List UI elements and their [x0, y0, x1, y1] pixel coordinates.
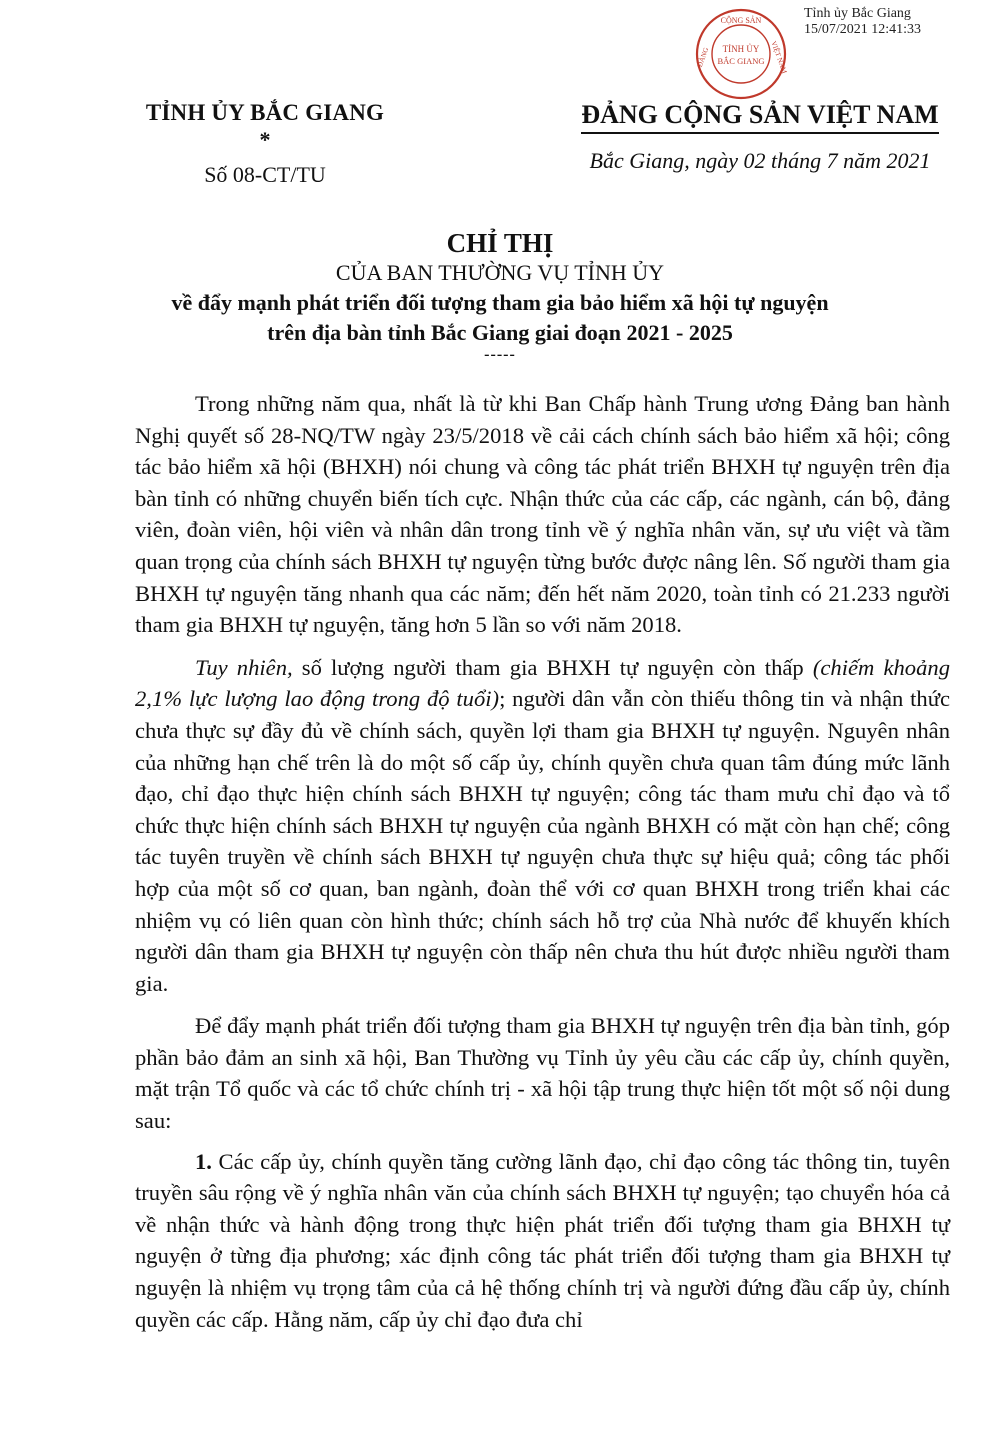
header-left — [120, 100, 410, 188]
header-star: * — [259, 127, 271, 152]
document-body — [135, 388, 950, 1346]
seal-text-top: CỘNG SẢN — [720, 16, 762, 25]
paragraph-2-italic: (chiếm khoảng 2,1% lực lượng lao động trong độ tuổi) — [135, 654, 950, 712]
party-name: ĐẢNG CỘNG SẢN VIỆT NAM — [581, 100, 938, 134]
issuing-body: CỦA BAN THƯỜNG VỤ TỈNH ỦY — [335, 260, 665, 285]
paragraph-2-lead: Tuy nhiên, — [195, 654, 293, 680]
document-number: Số 08-CT/TU — [204, 162, 326, 187]
party-seal-stamp — [693, 6, 789, 102]
paragraph-2 — [135, 652, 950, 1000]
seal-text-right: VIỆT NAM — [769, 40, 789, 75]
seal-text-center-1: TỈNH ỦY — [722, 44, 760, 54]
paragraph-4-text: Các cấp ủy, chính quyền tăng cường lãnh đạo, chỉ đạo công tác thông tin, tuyên truyền sâu rộng về ý nghĩa nhân văn của chính sách BHXH tự nguyện; tạo chuyển hóa cả về nhận thức và hành động trong thực hiện phát triển đối tượng tham gia BHXH tự nguyện ở từng địa phương; xác định công tác phát triển đối tượng tham gia BHXH tự nguyện là nhiệm vụ trọng tâm của cả hệ thống chính trị và người đứng đầu cấp ủy, chính quyền các cấp. Hằng năm, cấp ủy chỉ đạo đưa chỉ — [135, 1148, 950, 1332]
title-separator: ----- — [484, 346, 516, 363]
seal-inner-ring — [712, 25, 770, 83]
paragraph-4 — [135, 1146, 950, 1336]
seal-text-left: ĐẢNG — [695, 46, 711, 69]
paragraph-2-text-a: số lượng người tham gia BHXH tự nguyện còn thấp — [292, 654, 813, 680]
subject-line-1: về đẩy mạnh phát triển đối tượng tham gia bảo hiểm xã hội tự nguyện — [171, 290, 829, 315]
document-title — [120, 228, 880, 362]
paragraph-3: Để đẩy mạnh phát triển đối tượng tham gia BHXH tự nguyện trên địa bàn tỉnh, góp phần bảo đảm an sinh xã hội, Ban Thường vụ Tỉnh ủy yêu cầu các cấp ủy, chính quyền, mặt trận Tổ quốc và các tổ chức chính trị - xã hội tập trung thực hiện tốt một số nội dung sau: — [135, 1013, 950, 1134]
digital-signature-note — [804, 6, 921, 38]
seal-text-center-2: BẮC GIANG — [717, 56, 765, 66]
place-date: Bắc Giang, ngày 02 tháng 7 năm 2021 — [589, 148, 931, 173]
item-number: 1. — [195, 1148, 212, 1174]
signature-timestamp: 15/07/2021 12:41:33 — [804, 22, 922, 37]
paragraph-2-text-b: ; người dân vẫn còn thiếu thông tin và nhận thức chưa thực sự đầy đủ về chính sách, quyền lợi tham gia BHXH tự nguyện. Nguyên nhân của những hạn chế trên là do một số cấp ủy, chính quyền chưa quan tâm đúng mức lãnh đạo, chỉ đạo thực hiện chính sách BHXH tự nguyện; công tác tham mưu chỉ đạo và tổ chức thực hiện chính sách BHXH tự nguyện của ngành BHXH có mặt còn hạn chế; công tác tuyên truyền về chính sách BHXH tự nguyện chưa thực sự hiệu quả; công tác phối hợp của một số cơ quan, ban ngành, đoàn thể với cơ quan BHXH trong triển khai các nhiệm vụ có liên quan còn hình thức; chính sách hỗ trợ của Nhà nước để khuyến khích người dân tham gia BHXH tự nguyện còn thấp nên chưa thu hút được nhiều người tham gia. — [135, 686, 950, 996]
organization-name: TỈNH ỦY BẮC GIANG — [145, 100, 385, 125]
subject-line-2: trên địa bàn tỉnh Bắc Giang giai đoạn 2021 - 2025 — [267, 320, 733, 345]
header-right — [560, 100, 960, 174]
signature-signer: Tỉnh ủy Bắc Giang — [804, 6, 911, 21]
paragraph-1: Trong những năm qua, nhất là từ khi Ban Chấp hành Trung ương Đảng ban hành Nghị quyết số 28-NQ/TW ngày 23/5/2018 về cải cách chính sách bảo hiểm xã hội; công tác bảo hiểm xã hội (BHXH) nói chung và công tác phát triển BHXH tự nguyện trên địa bàn tỉnh có những chuyển biến tích cực. Nhận thức của các cấp, các ngành, cán bộ, đảng viên, đoàn viên, hội viên và nhân dân trong tỉnh về ý nghĩa nhân văn, sự ưu việt và tầm quan trọng của chính sách BHXH tự nguyện từng bước được nâng lên. Số người tham gia BHXH tự nguyện tăng nhanh qua các năm; đến hết năm 2020, toàn tỉnh có 21.233 người tham gia BHXH tự nguyện, tăng hơn 5 lần so với năm 2018. — [135, 391, 950, 638]
document-type: CHỈ THỊ — [446, 228, 554, 258]
